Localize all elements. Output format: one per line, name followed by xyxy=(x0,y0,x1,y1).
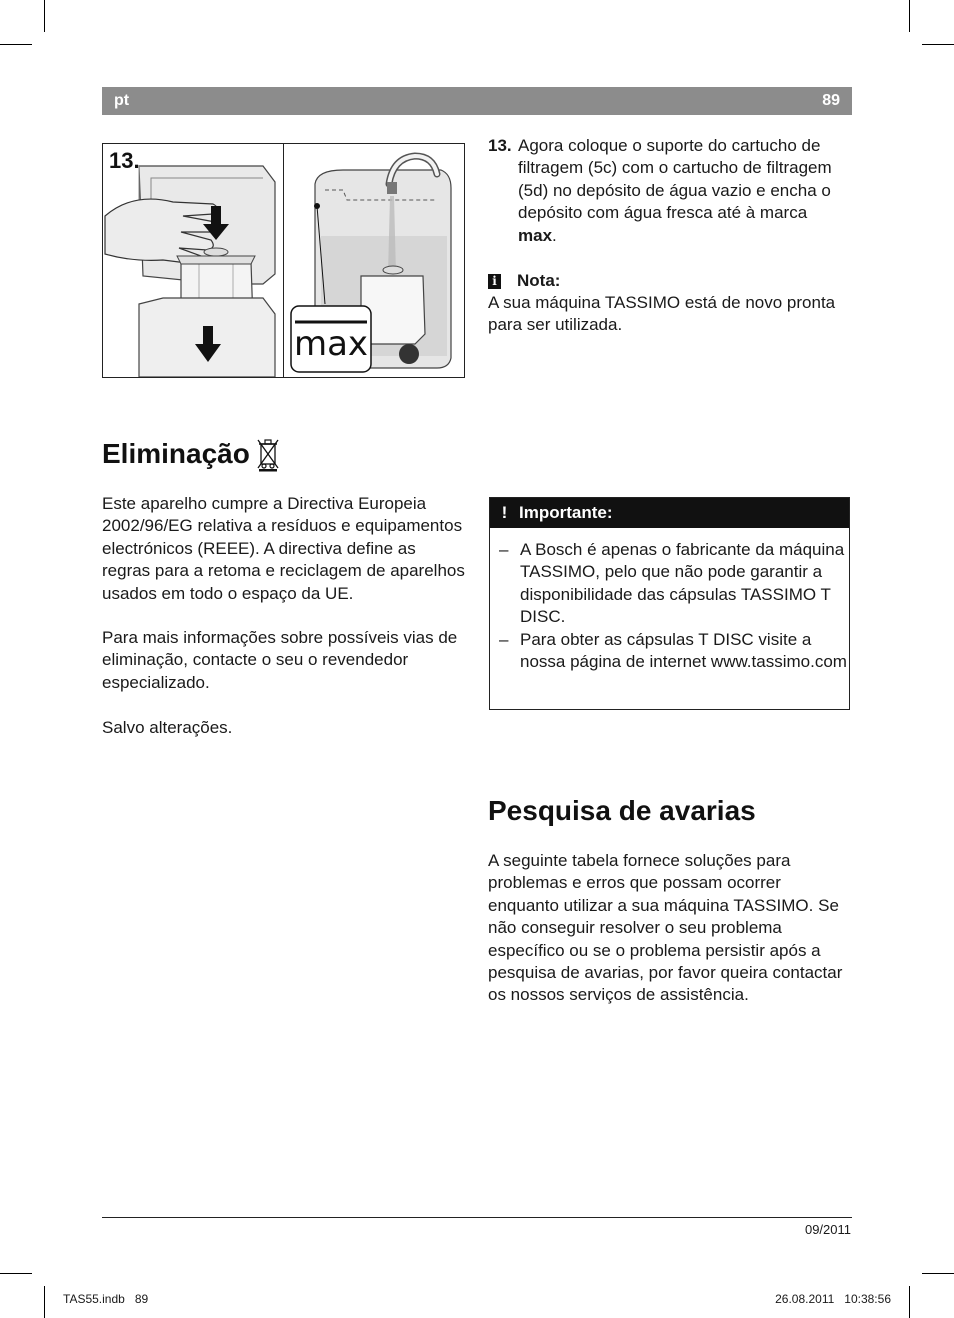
panel-divider xyxy=(283,144,284,377)
dash-bullet: – xyxy=(499,629,509,649)
crop-mark xyxy=(44,1286,45,1318)
note-title: Nota: xyxy=(517,271,561,290)
crop-mark xyxy=(44,0,45,32)
crop-mark xyxy=(922,1273,954,1274)
pesquisa-paragraph: A seguinte tabela fornece soluções para problemas e erros que possam ocorrer enquanto utilizar a sua máquina TASSIMO. Se não conseguir resolver o seu problema específico ou se o problema persistir após a pesquisa de avarias, por favor queira contactar os nossos serviços de assistência. xyxy=(488,851,843,1005)
eliminacao-title: Eliminação xyxy=(102,438,250,469)
important-title: Importante: xyxy=(519,503,613,522)
important-box xyxy=(489,497,850,710)
step-illustration xyxy=(102,143,465,378)
step-number: 13. xyxy=(488,136,512,155)
step-text: Agora coloque o suporte do cartucho de filtragem (5c) com o cartucho de filtragem (5d) no depósito de água vazio e encha o depósito com água fresca até à marca max. xyxy=(518,136,832,245)
important-list xyxy=(490,528,849,673)
exclamation-icon: ! xyxy=(501,503,508,522)
eliminacao-paragraph-2: Para mais informações sobre possíveis vias de eliminação, contacte o seu o revendedor especializado. xyxy=(102,628,458,692)
note-heading xyxy=(488,271,560,291)
important-header xyxy=(490,498,849,528)
language-code: pt xyxy=(114,92,130,109)
crop-mark xyxy=(0,1273,32,1274)
weee-crossed-bin-icon xyxy=(256,436,280,472)
step-13 xyxy=(488,135,848,247)
slug-timestamp: 26.08.2011 10:38:56 xyxy=(775,1292,891,1306)
slug-file: TAS55.indb 89 xyxy=(63,1292,149,1306)
dash-bullet: – xyxy=(499,540,509,559)
list-item: – A Bosch é apenas o fabricante da máquina TASSIMO, pelo que não pode garantir a disponibilidade das cápsulas TASSIMO T DISC. xyxy=(499,540,845,627)
eliminacao-paragraph-3: Salvo alterações. xyxy=(102,718,233,737)
figure-step-label: 13. xyxy=(109,148,140,173)
note-body: A sua máquina TASSIMO está de novo pronta para ser utilizada. xyxy=(488,293,836,335)
crop-mark xyxy=(0,44,32,45)
footer-date: 09/2011 xyxy=(804,1222,851,1237)
crop-mark xyxy=(922,44,954,45)
max-emphasis: max xyxy=(518,225,553,245)
footer-rule xyxy=(102,1217,852,1218)
section-heading-eliminacao xyxy=(102,436,280,472)
page-header-bar xyxy=(102,87,852,115)
info-icon: i xyxy=(488,274,501,289)
crop-mark xyxy=(909,1286,910,1318)
section-heading-pesquisa: Pesquisa de avarias xyxy=(488,795,756,826)
max-label: max xyxy=(293,324,369,364)
list-item: – Para obter as cápsulas T DISC visite a nossa página de internet www.tassimo.com xyxy=(499,629,847,672)
crop-mark xyxy=(909,0,910,32)
page-number: 89 xyxy=(822,92,840,109)
eliminacao-paragraph-1: Este aparelho cumpre a Directiva Europeia 2002/96/EG relativa a resíduos e equipamentos electrónicos (REEE). A directiva define as regras para a retoma e reciclagem de aparelhos usados em todo o espaço da UE. xyxy=(102,494,465,603)
